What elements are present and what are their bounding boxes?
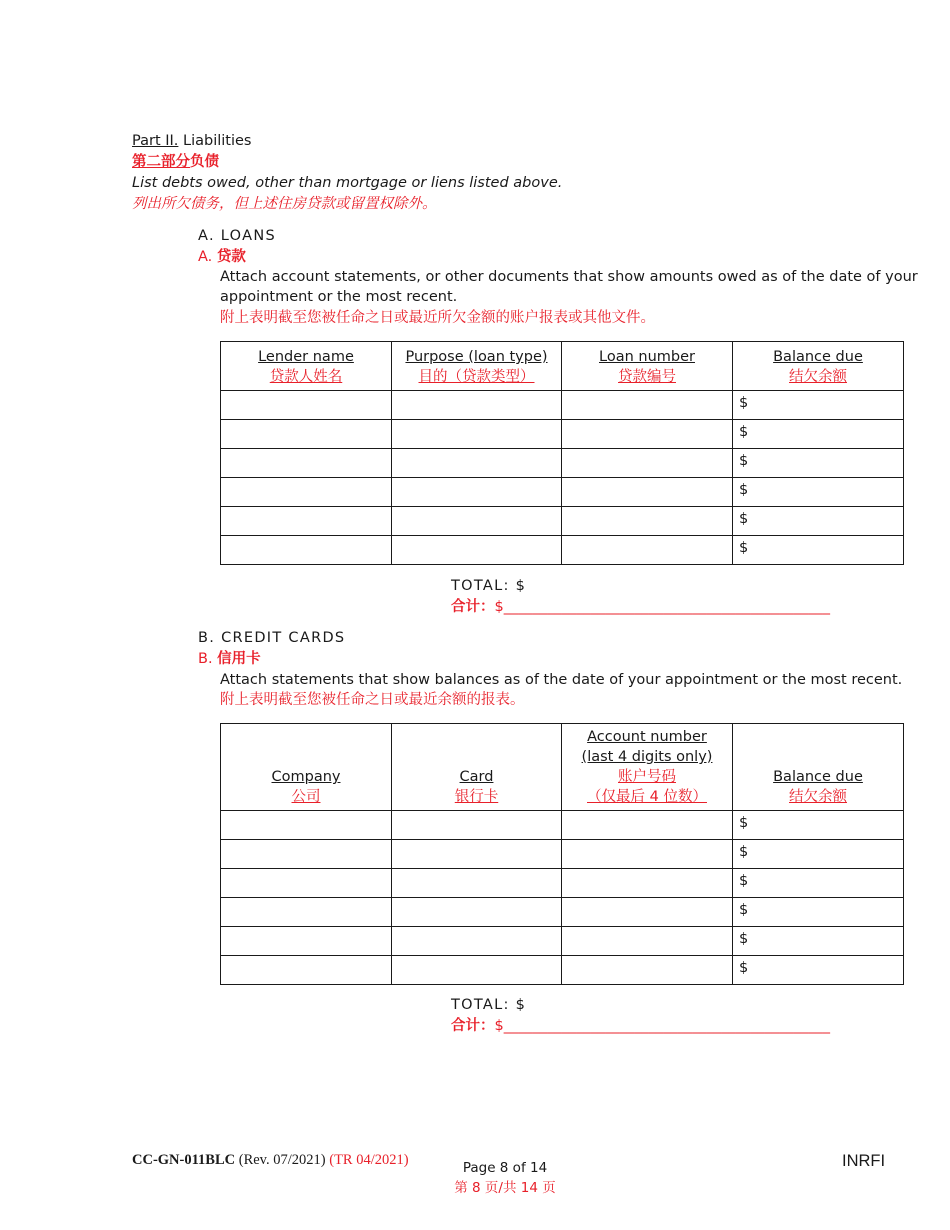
table-row [221,420,904,449]
balance-cell[interactable] [733,391,904,420]
loans-total-label-zh: 合计： [451,599,495,615]
table-row [221,956,904,985]
table-row [221,478,904,507]
cards-col-card [392,724,562,811]
table-row [221,391,904,420]
card-cell[interactable] [392,956,562,985]
balance-cell[interactable] [733,536,904,565]
col-label: Card [459,769,494,785]
company-cell[interactable] [221,840,392,869]
table-row [221,869,904,898]
cards-total-zh[interactable] [451,1016,830,1036]
loans-total-field-zh: $_____________________________________________ [494,599,830,615]
part-title-zh: 负债 [190,154,219,170]
cards-instruction-zh: 附上表明截至您被任命之日或最近余额的报表。 [220,692,525,708]
part-heading-zh [132,152,219,172]
balance-cell[interactable] [733,927,904,956]
loans-heading: A. LOANS [198,228,276,244]
company-cell[interactable] [221,956,392,985]
dollar-sign: $ [739,873,749,889]
cards-instruction: Attach statements that show balances as of the date of your appointment or the most recent. [220,672,903,688]
purpose-cell[interactable] [392,420,562,449]
lender-cell[interactable] [221,391,392,420]
loan-number-cell[interactable] [562,420,733,449]
card-cell[interactable] [392,927,562,956]
cards-col-balance [733,724,904,811]
loans-total-zh[interactable] [451,597,830,617]
dollar-sign: $ [739,395,749,411]
loans-col-balance [733,342,904,391]
balance-cell[interactable] [733,420,904,449]
dollar-sign: $ [739,844,749,860]
purpose-cell[interactable] [392,507,562,536]
col-label-zh: 账户号码 [618,769,676,785]
lender-cell[interactable] [221,420,392,449]
table-row [221,898,904,927]
account-number-cell[interactable] [562,956,733,985]
purpose-cell[interactable] [392,449,562,478]
account-number-cell[interactable] [562,811,733,840]
col-label-zh: 目的（贷款类型） [418,369,535,385]
dollar-sign: $ [739,960,749,976]
table-row [221,536,904,565]
balance-cell[interactable] [733,956,904,985]
table-row [221,840,904,869]
page-number: Page 8 of 14 [462,1160,548,1176]
loans-table [220,341,904,565]
col-label: Balance due [773,769,863,785]
purpose-cell[interactable] [392,536,562,565]
table-row [221,927,904,956]
lender-cell[interactable] [221,536,392,565]
loans-col-number [562,342,733,391]
table-row [221,507,904,536]
dollar-sign: $ [739,540,749,556]
cards-total-field-zh: $_____________________________________________ [494,1018,830,1034]
loan-number-cell[interactable] [562,449,733,478]
table-row [221,449,904,478]
balance-cell[interactable] [733,840,904,869]
dollar-sign: $ [739,902,749,918]
loans-table-header [221,342,904,391]
col-label: Purpose (loan type) [405,349,548,365]
part-heading [132,131,252,151]
loans-col-lender [221,342,392,391]
company-cell[interactable] [221,927,392,956]
page-number-zh: 第 8 页/共 14 页 [454,1180,556,1196]
loans-total: TOTAL: $ [451,578,527,594]
account-number-cell[interactable] [562,898,733,927]
dollar-sign: $ [739,453,749,469]
col-label-zh-sub: （仅最后 4 位数） [587,789,707,805]
cards-heading-zh-prefix: B. [198,651,218,667]
account-number-cell[interactable] [562,869,733,898]
col-label-zh: 公司 [291,789,321,805]
dollar-sign: $ [739,424,749,440]
card-cell[interactable] [392,811,562,840]
cards-heading-zh-text: 信用卡 [217,651,261,667]
loans-instruction-zh: 附上表明截至您被任命之日或最近所欠金额的账户报表或其他文件。 [220,310,655,326]
loans-heading-zh [198,247,246,267]
col-label: Lender name [258,349,354,365]
dollar-sign: $ [739,511,749,527]
lender-cell[interactable] [221,478,392,507]
dollar-sign: $ [739,815,749,831]
col-label-zh: 银行卡 [454,789,499,805]
card-cell[interactable] [392,869,562,898]
col-label: Balance due [773,349,863,365]
cards-heading-zh [198,649,261,669]
card-cell[interactable] [392,840,562,869]
col-label-zh: 贷款编号 [618,369,676,385]
col-label: Company [271,769,341,785]
company-cell[interactable] [221,811,392,840]
col-label-sub: (last 4 digits only) [581,749,713,765]
loans-instruction-2: appointment or the most recent. [220,289,458,305]
cards-heading: B. CREDIT CARDS [198,630,346,646]
purpose-cell[interactable] [392,391,562,420]
balance-cell[interactable] [733,811,904,840]
part-instruction: List debts owed, other than mortgage or liens listed above. [132,175,563,191]
card-cell[interactable] [392,898,562,927]
part-instruction-zh: 列出所欠债务，但上述住房贷款或留置权除外。 [132,196,437,212]
form-translation-rev: (TR 04/2021) [329,1152,409,1168]
dollar-sign: $ [739,482,749,498]
form-id: CC-GN-011BLC [132,1152,236,1168]
col-label-zh: 结欠余额 [789,369,847,385]
company-cell[interactable] [221,898,392,927]
account-number-cell[interactable] [562,927,733,956]
form-revision: (Rev. 07/2021) [235,1152,330,1168]
purpose-cell[interactable] [392,478,562,507]
cards-total: TOTAL: $ [451,997,527,1013]
table-row [221,811,904,840]
cards-total-label-zh: 合计： [451,1018,495,1034]
footer-form-id [132,1152,409,1169]
cards-col-company [221,724,392,811]
loan-number-cell[interactable] [562,478,733,507]
balance-cell[interactable] [733,478,904,507]
lender-cell[interactable] [221,449,392,478]
footer-code: INRFI [842,1152,886,1170]
loans-instruction-1: Attach account statements, or other documents that show amounts owed as of the date of your [220,269,918,285]
loan-number-cell[interactable] [562,536,733,565]
account-number-cell[interactable] [562,840,733,869]
col-label: Account number [587,729,707,745]
col-label-zh: 贷款人姓名 [269,369,343,385]
company-cell[interactable] [221,869,392,898]
loans-heading-zh-text: 贷款 [216,249,246,265]
col-label-zh: 结欠余额 [789,789,847,805]
balance-cell[interactable] [733,869,904,898]
col-label: Loan number [599,349,695,365]
part-label-zh: 第二部分 [132,154,190,170]
cards-col-account [562,724,733,811]
loans-col-purpose [392,342,562,391]
dollar-sign: $ [739,931,749,947]
loan-number-cell[interactable] [562,391,733,420]
part-title: Liabilities [178,133,252,149]
balance-cell[interactable] [733,898,904,927]
part-label: Part II. [132,133,179,149]
lender-cell[interactable] [221,507,392,536]
cards-table [220,723,904,985]
balance-cell[interactable] [733,507,904,536]
loans-heading-zh-prefix: A. [198,249,217,265]
balance-cell[interactable] [733,449,904,478]
loan-number-cell[interactable] [562,507,733,536]
cards-table-header [221,724,904,811]
